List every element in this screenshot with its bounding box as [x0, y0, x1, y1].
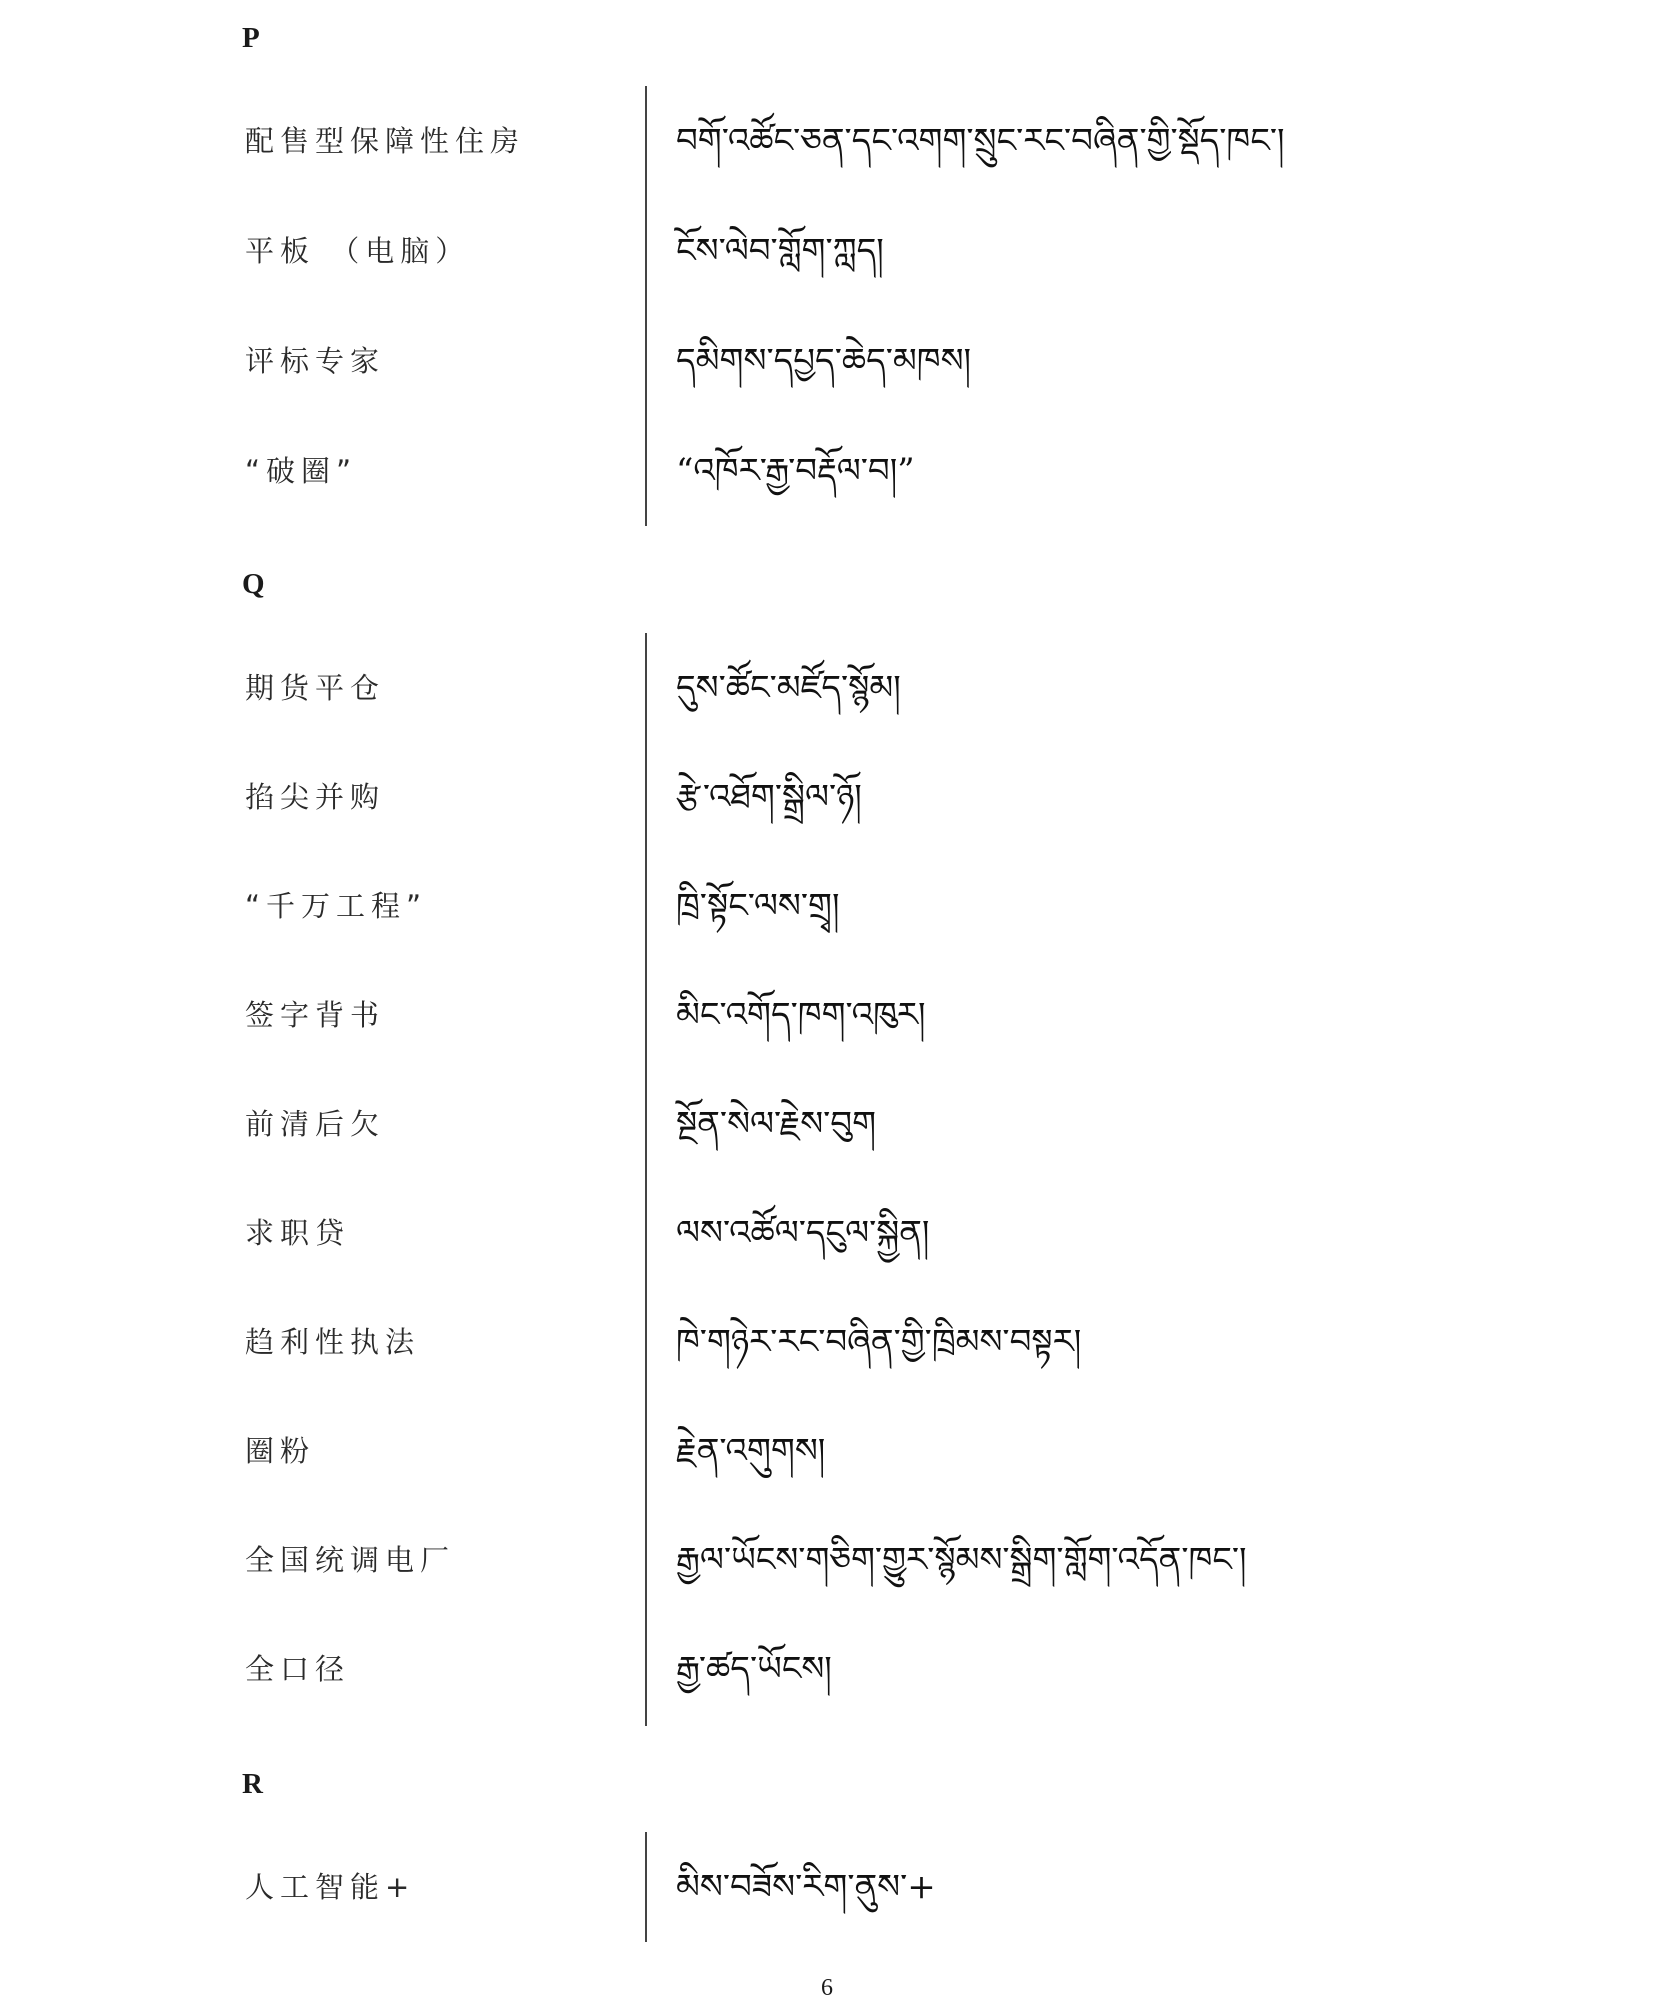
term-row [0, 1614, 1654, 1724]
chinese-term: 前清后欠 [245, 1107, 386, 1141]
tibetan-term: མིས་བཟོས་རིག་ནུས་+ [676, 1867, 936, 1907]
tibetan-term: བགོ་འཚོང་ཅན་དང་འགག་སྲུང་རང་བཞིན་གྱི་སྡོད་ཁང་། [676, 121, 1285, 161]
term-row [0, 960, 1654, 1070]
tibetan-term: “འཁོར་རྒྱ་བརྡོལ་བ།” [676, 451, 915, 491]
tibetan-term: དམིགས་དཔྱད་ཆེད་མཁས། [676, 341, 972, 381]
chinese-term: 全国统调电厂 [245, 1543, 456, 1577]
tibetan-term: རྒྱལ་ཡོངས་གཅིག་གྱུར་སྙོམས་སྒྲིག་གློག་འདོན་ཁང་། [676, 1540, 1247, 1580]
tibetan-term: དུས་ཚོང་མཛོད་སྙོམ། [676, 668, 901, 708]
section-letter-q: Q [242, 568, 265, 600]
term-row [0, 196, 1654, 306]
term-row [0, 1178, 1654, 1288]
chinese-term: 平板 （电脑） [245, 234, 471, 268]
term-row [0, 742, 1654, 852]
section-letter-p: P [242, 22, 260, 54]
term-row [0, 416, 1654, 526]
tibetan-term: ལས་འཚོལ་དངུལ་སྐྱིན། [676, 1213, 930, 1253]
chinese-term: 求职贷 [245, 1216, 351, 1250]
chinese-term: 全口径 [245, 1652, 351, 1686]
chinese-term: 期货平仓 [245, 671, 386, 705]
term-row [0, 1069, 1654, 1179]
term-row [0, 306, 1654, 416]
chinese-term: 配售型保障性住房 [245, 124, 526, 158]
term-row [0, 1396, 1654, 1506]
section-letter-r: R [242, 1768, 263, 1800]
chinese-term: “破圈” [245, 454, 358, 488]
tibetan-term: མིང་འགོད་ཁག་འཁུར། [676, 995, 926, 1035]
page-number: 6 [821, 1975, 833, 2001]
chinese-term: 人工智能+ [245, 1870, 416, 1904]
term-row [0, 1287, 1654, 1397]
term-row [0, 851, 1654, 961]
chinese-term: 趋利性执法 [245, 1325, 421, 1359]
chinese-term: 圈粉 [245, 1434, 316, 1468]
chinese-term: 评标专家 [245, 344, 386, 378]
chinese-term: 掐尖并购 [245, 780, 386, 814]
tibetan-term: རྒྱ་ཚད་ཡོངས། [676, 1649, 832, 1689]
tibetan-term: སྔོན་སེལ་རྗེས་བུག [676, 1104, 877, 1144]
tibetan-term: ངོས་ལེབ་གློག་ཀླད། [676, 231, 884, 271]
term-row [0, 86, 1654, 196]
tibetan-term: ཁེ་གཉེར་རང་བཞིན་གྱི་ཁྲིམས་བསྟར། [676, 1322, 1082, 1362]
chinese-term: “千万工程” [245, 889, 428, 923]
term-row [0, 633, 1654, 743]
tibetan-term: ཁྲི་སྟོང་ལས་གྲྭ། [676, 886, 840, 926]
term-row [0, 1505, 1654, 1615]
tibetan-term: རྗེན་འགུགས། [676, 1431, 826, 1471]
tibetan-term: རྩེ་འཐོག་སྒྲིལ་ཉོ། [676, 777, 862, 817]
term-row [0, 1832, 1654, 1942]
chinese-term: 签字背书 [245, 998, 386, 1032]
